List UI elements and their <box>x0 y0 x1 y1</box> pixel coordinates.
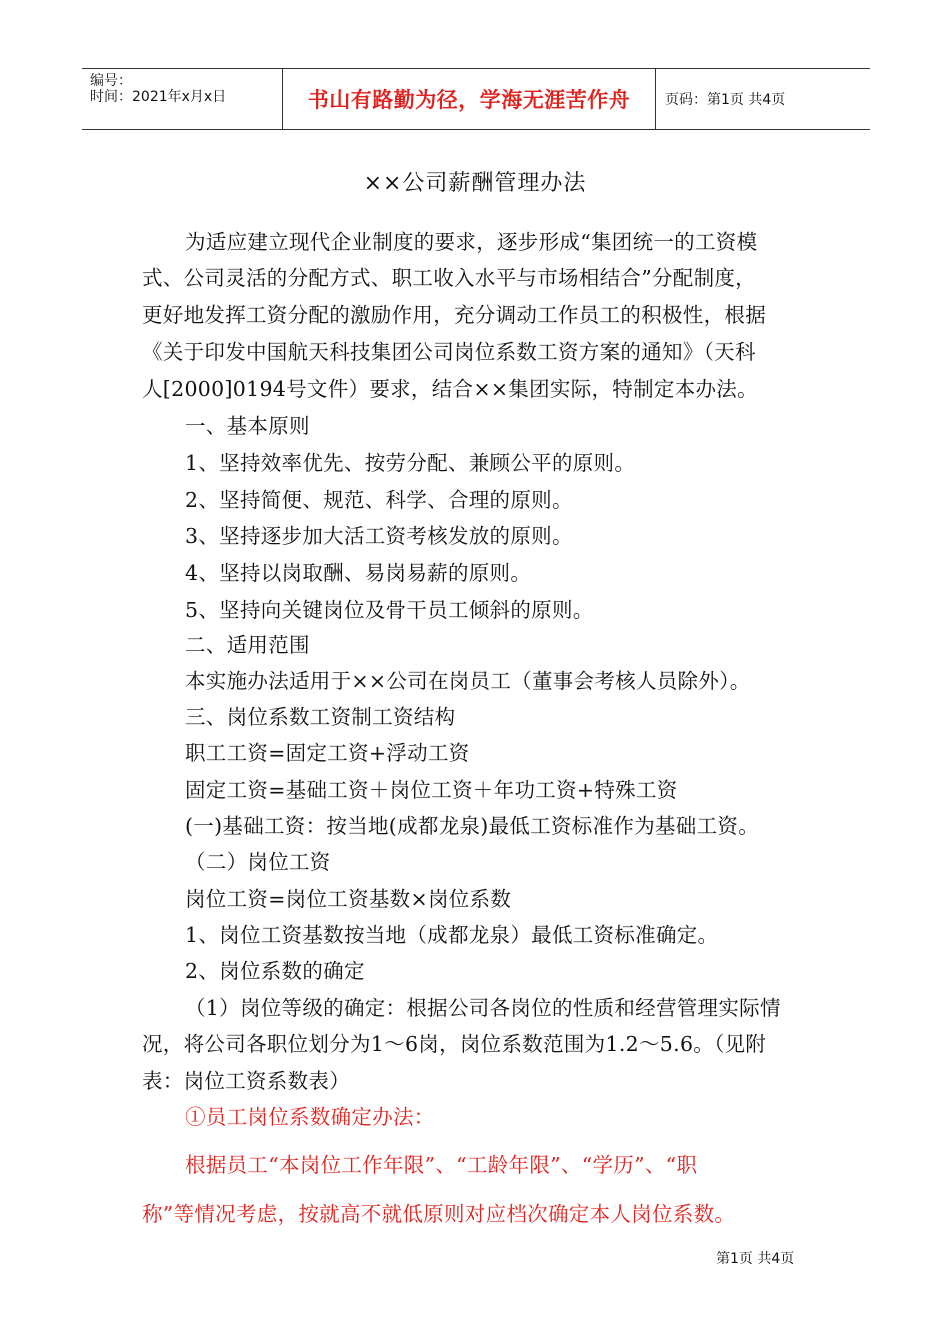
paragraph-line: 式、公司灵活的分配方式、职工收入水平与市场相结合”分配制度， <box>142 266 756 290</box>
paragraph-line: 人[2000]0194号文件）要求，结合××集团实际，特制定本办法。 <box>142 377 758 401</box>
formula-line: 职工工资=固定工资+浮动工资 <box>185 741 470 765</box>
subsection-heading: （二）岗位工资 <box>185 850 331 874</box>
list-item: 2、岗位系数的确定 <box>185 959 365 983</box>
highlight-heading: ①员工岗位系数确定办法： <box>185 1105 435 1129</box>
list-item: 3、坚持逐步加大活工资考核发放的原则。 <box>185 524 573 548</box>
header-page-cell <box>655 69 880 129</box>
time-label: 时间：2021年x月x日 <box>90 89 227 105</box>
page-header <box>82 68 870 130</box>
paragraph-line: 表：岗位工资系数表） <box>142 1069 350 1093</box>
motto-text: 书山有路勤为径，学海无涯苦作舟 <box>307 88 631 112</box>
number-label: 编号： <box>90 73 132 89</box>
page-label: 页码：第1页 共4页 <box>665 92 786 108</box>
list-item: 2、坚持简便、规范、科学、合理的原则。 <box>185 488 573 512</box>
paragraph-line: 《关于印发中国航天科技集团公司岗位系数工资方案的通知》（天科 <box>142 340 756 364</box>
paragraph-line: （1）岗位等级的确定：根据公司各岗位的性质和经营管理实际情 <box>185 996 781 1020</box>
paragraph-line: 况，将公司各职位划分为1～6岗，岗位系数范围为1.2～5.6。（见附 <box>142 1032 767 1056</box>
section-heading: 一、基本原则 <box>185 414 310 438</box>
header-meta <box>82 69 282 129</box>
page-footer: 第1页 共4页 <box>716 1251 795 1267</box>
section-heading: 二、适用范围 <box>185 633 310 657</box>
list-item: 1、岗位工资基数按当地（成都龙泉）最低工资标准确定。 <box>185 923 719 947</box>
formula-line: 固定工资=基础工资＋岗位工资＋年功工资+特殊工资 <box>185 778 678 802</box>
section-heading: 三、岗位系数工资制工资结构 <box>185 705 456 729</box>
formula-line: 岗位工资=岗位工资基数×岗位系数 <box>185 887 512 911</box>
document-title: ××公司薪酬管理办法 <box>363 171 587 196</box>
highlight-line: 称”等情况考虑，按就高不就低原则对应档次确定本人岗位系数。 <box>142 1202 736 1226</box>
paragraph-line: 为适应建立现代企业制度的要求，逐步形成“集团统一的工资模 <box>185 230 758 254</box>
header-motto-cell <box>282 69 656 129</box>
list-item: 1、坚持效率优先、按劳分配、兼顾公平的原则。 <box>185 451 636 475</box>
list-item: 4、坚持以岗取酬、易岗易薪的原则。 <box>185 561 532 585</box>
paragraph-line: (一)基础工资：按当地(成都龙泉)最低工资标准作为基础工资。 <box>185 814 759 838</box>
paragraph-line: 更好地发挥工资分配的激励作用，充分调动工作员工的积极性，根据 <box>142 303 766 327</box>
paragraph-line: 本实施办法适用于××公司在岗员工（董事会考核人员除外）。 <box>185 669 751 693</box>
list-item: 5、坚持向关键岗位及骨干员工倾斜的原则。 <box>185 598 594 622</box>
highlight-line: 根据员工“本岗位工作年限”、“工龄年限”、“学历”、“职 <box>185 1153 698 1177</box>
